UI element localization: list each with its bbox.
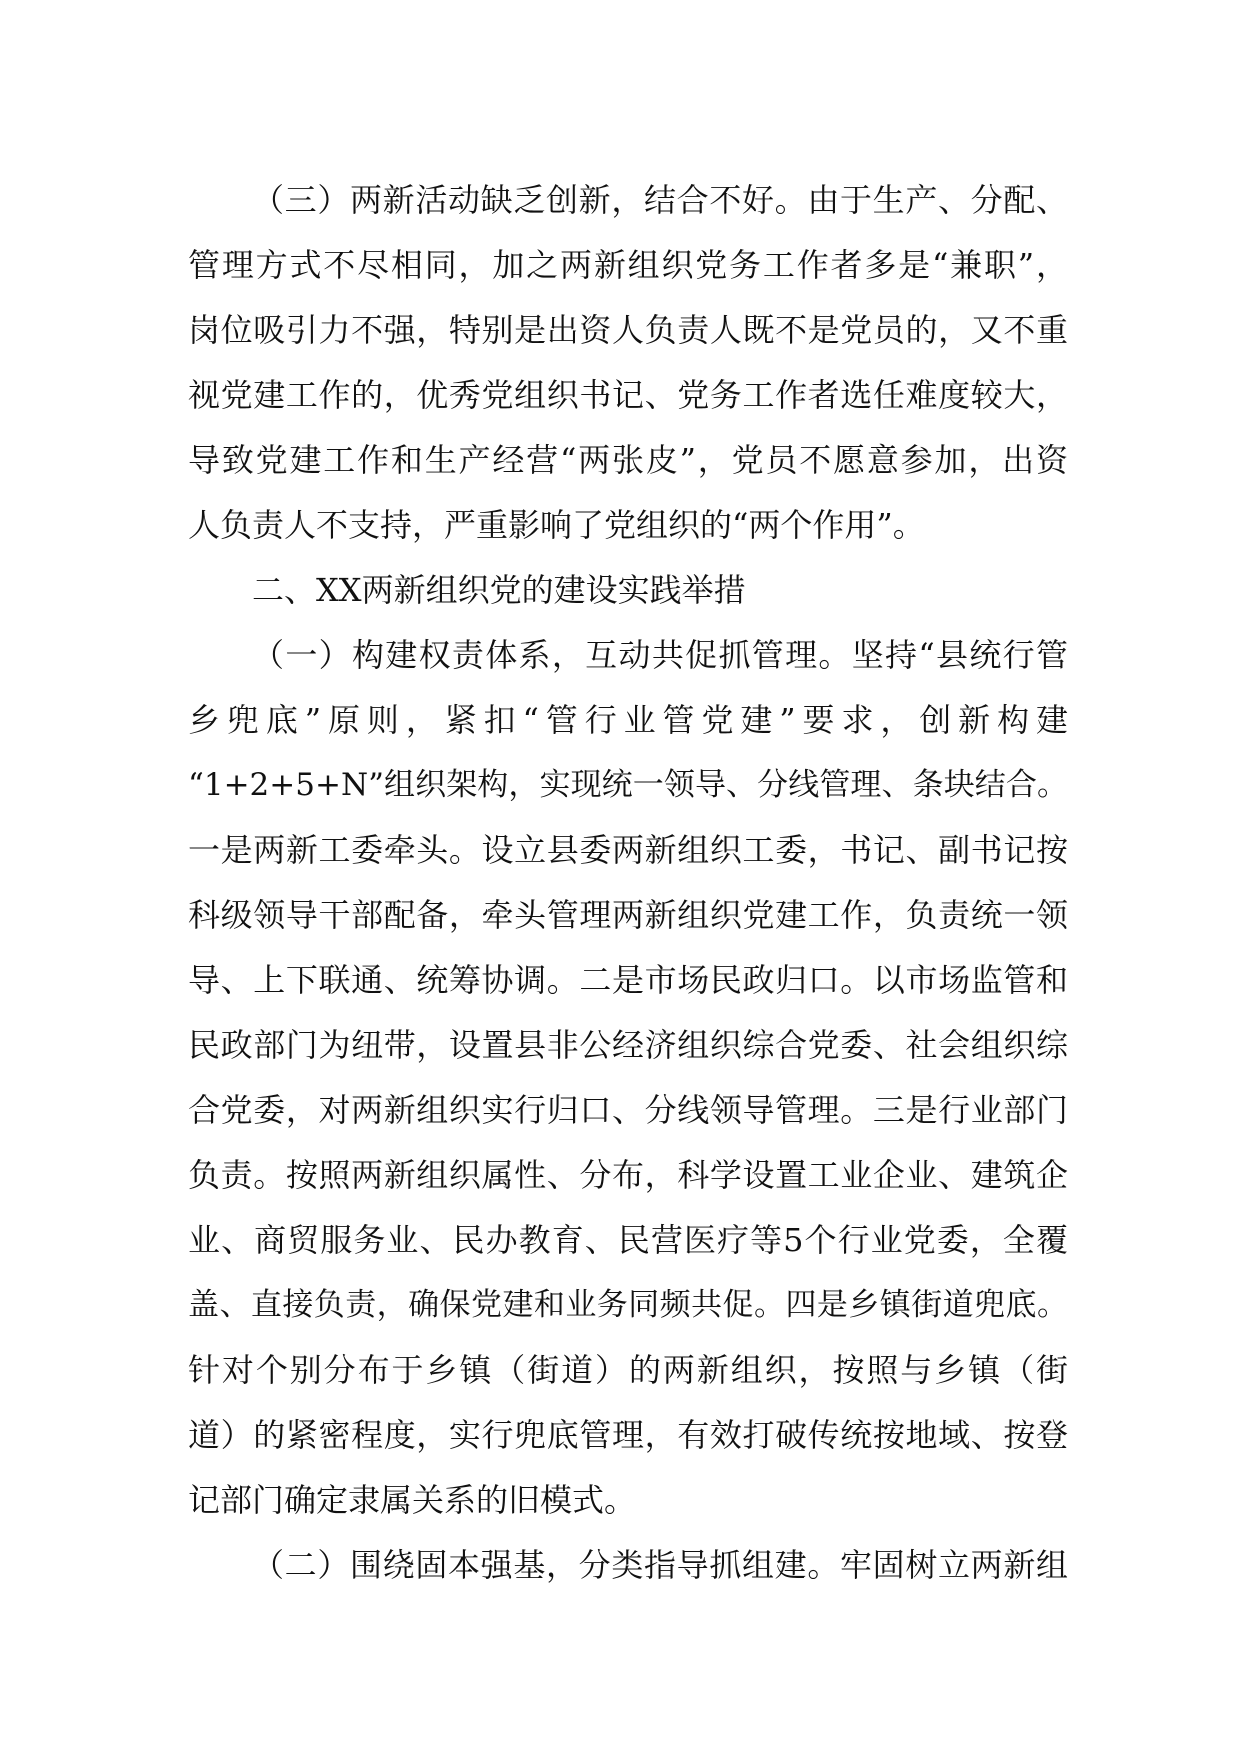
- text-line: 乡兜底”原则，紧扣“管行业管党建”要求，创新构建: [188, 701, 1068, 739]
- text-line: （三）两新活动缺乏创新，结合不好。由于生产、分配、: [252, 181, 1068, 219]
- text-line: 视党建工作的，优秀党组织书记、党务工作者选任难度较大，: [188, 376, 1068, 414]
- text-line: 负责。按照两新组织属性、分布，科学设置工业企业、建筑企: [188, 1156, 1068, 1194]
- text-line: 科级领导干部配备，牵头管理两新组织党建工作，负责统一领: [188, 896, 1068, 934]
- text-line: 人负责人不支持，严重影响了党组织的“两个作用”。: [188, 506, 925, 544]
- text-line: 合党委，对两新组织实行归口、分线领导管理。三是行业部门: [188, 1091, 1068, 1129]
- text-line: 盖、直接负责，确保党建和业务同频共促。四是乡镇街道兜底。: [188, 1287, 1068, 1323]
- text-line: 记部门确定隶属关系的旧模式。: [188, 1481, 637, 1519]
- text-line: （一）构建权责体系，互动共促抓管理。坚持“县统行管: [252, 636, 1068, 674]
- text-line: 导致党建工作和生产经营“两张皮”，党员不愿意参加，出资: [188, 441, 1068, 479]
- text-line: “1+2+5+N”组织架构，实现统一领导、分线管理、条块结合。: [188, 767, 1068, 803]
- text-line: 管理方式不尽相同，加之两新组织党务工作者多是“兼职”，: [188, 246, 1068, 284]
- text-line: 民政部门为纽带，设置县非公经济组织综合党委、社会组织综: [188, 1026, 1068, 1064]
- text-line: （二）围绕固本强基，分类指导抓组建。牢固树立两新组: [252, 1546, 1068, 1584]
- body-text: [188, 168, 1068, 1598]
- text-line: 道）的紧密程度，实行兜底管理，有效打破传统按地域、按登: [188, 1416, 1068, 1454]
- text-line: 针对个别分布于乡镇（街道）的两新组织，按照与乡镇（街: [188, 1351, 1068, 1389]
- text-line: 业、商贸服务业、民办教育、民营医疗等5个行业党委，全覆: [188, 1221, 1068, 1259]
- section-heading: 二、XX两新组织党的建设实践举措: [252, 571, 746, 609]
- text-line: 导、上下联通、统筹协调。二是市场民政归口。以市场监管和: [188, 961, 1068, 999]
- text-line: 一是两新工委牵头。设立县委两新组织工委，书记、副书记按: [188, 831, 1068, 869]
- text-line: 岗位吸引力不强，特别是出资人负责人既不是党员的，又不重: [188, 311, 1068, 349]
